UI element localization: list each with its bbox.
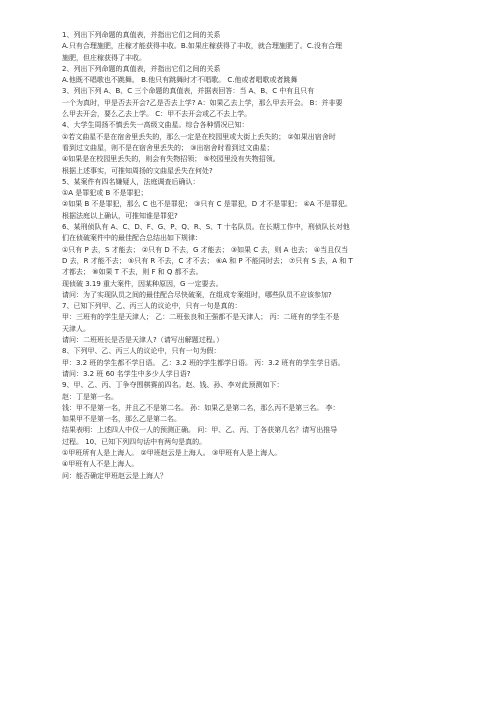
- problem-6-rules: ①只有 P 去，S 才能去； ②只有 D 不去，G 才能去； ③如果 C 去，则 A 也去； ④当且仅当: [62, 245, 349, 254]
- problem-10-statement-4: ④甲班有人不是上海人。: [62, 460, 139, 469]
- problem-6-rules-cont: D 去，R 才能不去； ⑤只有 R 不去，C 才不去； ⑥A 和 P 不能同时去； ⑦只有 S 去，A 和 T: [62, 256, 353, 265]
- problem-10-statements: ①甲班所有人是上海人。 ②甲班赵云是上海人。 ③甲班有人是上海人。: [62, 448, 282, 457]
- problem-4-title: 4、大学生周扬不慎丢失一高级文曲星。综合各种情况已知：: [62, 121, 249, 130]
- problem-7-statements: 甲：三班有的学生是天津人； 乙：二班张良和王强都不是天津人； 丙：二班有的学生不是: [62, 313, 340, 322]
- problem-1-statements: A.只有合理施肥，庄稼才能获得丰收。B.如果庄稼获得了丰收，就合理施肥了。C.没有合理: [62, 42, 343, 51]
- problem-5-conditions: ②如果 B 不是罪犯，那么 C 也不是罪犯； ③只有 C 是罪犯，D 才不是罪犯； ④A 不是罪犯。: [62, 200, 352, 209]
- problem-9-predictions: 钱：甲不是第一名，并且乙不是第二名。 孙：如果乙是第二名，那么丙不是第三名。 李：: [62, 403, 340, 412]
- document-body: [62, 30, 438, 482]
- problem-1-title: 1、列出下列命题的真值表，并指出它们之间的关系: [62, 31, 221, 39]
- problem-2-title: 2、列出下列命题的真值表，并指出它们之间的关系: [62, 64, 221, 73]
- problem-4-conditions-cont: 看到过文曲星，则不是在宿舍里丢失的； ③出宿舍时看到过文曲星；: [62, 143, 274, 152]
- problem-9-result: 结果表明：上述四人中仅一人的预测正确。 问：甲、乙、丙、丁各获第几名？请写出推导: [62, 426, 338, 435]
- problem-8-statements: 甲：3.2 班的学生都不学日语。 乙：3.2 班的学生都学日语。 丙：3.2 班有的学生学日语。: [62, 358, 345, 367]
- problem-10-question: 问：能否确定甲班赵云是上海人？: [62, 471, 167, 480]
- problem-3-title: 3、列出下列 A、B、C 三个命题的真值表，并据表回答：当 A、B、C 中有且只有: [62, 87, 315, 96]
- problem-1-statements-cont: 施肥，但庄稼获得了丰收。: [62, 53, 146, 62]
- problem-4-conditions: ①若文曲星不是在宿舍里丢失的，那么一定是在校园里或大街上丢失的； ②如果出宿舍时: [62, 132, 336, 141]
- problem-6-case: 现侦破 3.19 重大案件，因某种原因，G 一定要去。: [62, 279, 223, 288]
- problem-8-question: 请问：3.2 班 60 名学生中多少人学日语?: [62, 369, 191, 378]
- problem-5-condition-1: ①A 是罪犯或 B 不是罪犯；: [62, 189, 148, 198]
- problem-5-question: 根据法庭以上确认，可推知谁是罪犯?: [62, 211, 178, 220]
- problem-7-question: 请问：二班班长是否是天津人?（请写出解题过程。）: [62, 336, 224, 345]
- problem-5-title: 5、某案件有四名嫌疑人，法庭调查后确认：: [62, 177, 200, 186]
- problem-2-statements: A.他既不唱歌也不跳舞。 B.他只有跳舞时才不唱歌。 C.他或者唱歌或者跳舞: [62, 76, 298, 85]
- problem-8-title: 8、下列甲、乙、丙三人的议论中，只有一句为假：: [62, 347, 221, 356]
- problem-6-rules-cont-2: 才都去； ⑧如果 T 不去，则 F 和 Q 都不去。: [62, 268, 203, 277]
- problem-4-conditions-cont-2: ④如果是在校园里丢失的，则会有失物招领； ⑤校园里没有失物招领。: [62, 155, 280, 164]
- problem-9-predictions-cont: 如果甲不是第一名，那么乙是第二名。: [62, 415, 181, 424]
- problem-3-text: 一个为真时，甲是否去开会?乙是否去上学? A：如果乙去上学，那么甲去开会。 B：并非要: [62, 98, 343, 107]
- problem-6-title: 6、某刑侦队有 A、C、D、F、G、P、Q、R、S、T 十名队员。在长期工作中，刑侦队长对他: [62, 223, 350, 232]
- problem-3-text-cont: 么甲去开会，要么乙去上学。 C：甲不去开会或乙不去上学。: [62, 110, 252, 119]
- problem-6-title-cont: 们在侦破案件中的最佳配合总结出如下规律：: [62, 234, 202, 243]
- problem-9-title: 9、甲、乙、丙、丁争夺围棋赛前四名。赵、钱、孙、李对此预测如下：: [62, 381, 284, 390]
- problem-7-statements-cont: 天津人。: [62, 324, 90, 333]
- problem-10-title: 过程。 10、已知下列四句话中有两句是真的。: [62, 437, 207, 446]
- problem-4-question: 根据上述事实，可推知周扬的文曲星丢失在何处?: [62, 166, 213, 175]
- problem-7-title: 7、已知下列甲、乙、丙三人的议论中，只有一句是真的：: [62, 302, 242, 311]
- problem-6-question: 请问：为了实现队员之间的最佳配合尽快破案，在组成专案组时，哪些队员不应该参加?: [62, 290, 332, 299]
- problem-9-prediction-zhao: 赵：丁是第一名。: [62, 392, 118, 401]
